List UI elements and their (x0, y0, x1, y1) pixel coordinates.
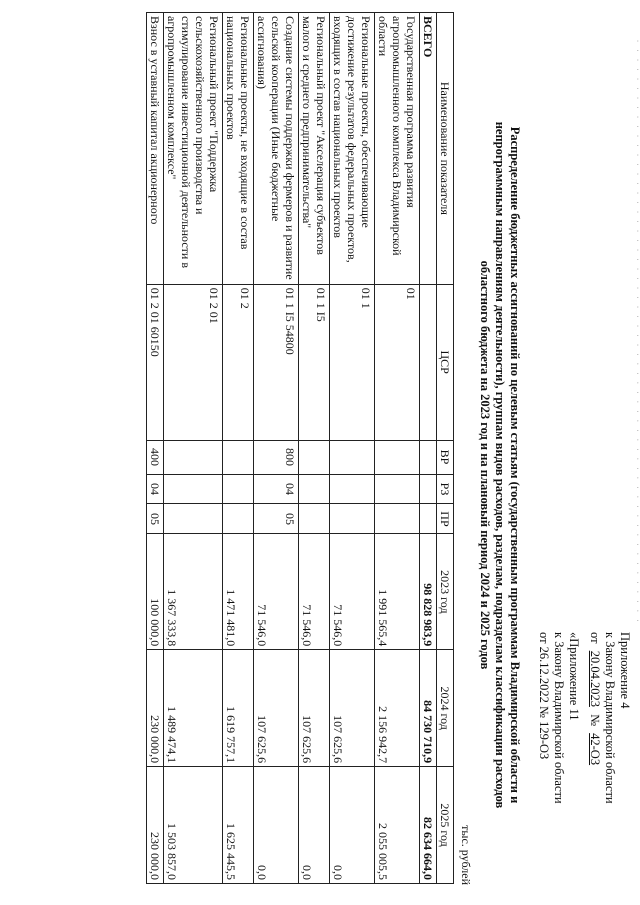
cell-csr (420, 284, 437, 440)
table-row (147, 13, 164, 884)
cell-2025: 2 055 005,5 (375, 767, 420, 884)
cell-name: ВСЕГО (420, 13, 437, 285)
units-label: тыс. рублей (459, 825, 473, 885)
header-vr: ВР (437, 440, 454, 474)
header-2023: 2023 год (437, 534, 454, 650)
cell-csr: 01 2 01 60150 (147, 284, 164, 440)
table-row (299, 13, 330, 884)
cell-2025: 0,0 (299, 767, 330, 884)
cell-name: Региональные проекты, обеспечивающие достижение результатов федеральных проектов, входящих в состав национальных проектов (330, 13, 375, 285)
cell-vr (223, 440, 254, 474)
table-row (330, 13, 375, 884)
cell-pr: 05 (254, 504, 299, 534)
table-header-row (437, 13, 454, 884)
header-2024: 2024 год (437, 650, 454, 767)
cell-pr (375, 504, 420, 534)
header-2025: 2025 год (437, 767, 454, 884)
cell-vr: 400 (147, 440, 164, 474)
cell-2024: 230 000,0 (147, 650, 164, 767)
cell-rz (330, 474, 375, 504)
cell-vr: 800 (254, 440, 299, 474)
perforation-stamp: · · · · · · · · · · · · · · · · · · · · · · · · · · · · · · · · · · · · · · · · · · · · · · · · · · · · · · · · · · · · · · (634, 40, 640, 625)
cell-vr (330, 440, 375, 474)
cell-2024: 1 619 757,1 (223, 650, 254, 767)
cell-pr (420, 504, 437, 534)
cell-2023: 100 000,0 (147, 534, 164, 650)
prev-appendix-law: к Закону Владимирской области (552, 632, 566, 804)
cell-rz: 04 (254, 474, 299, 504)
cell-2023: 1 471 481,0 (223, 534, 254, 650)
cell-pr: 05 (147, 504, 164, 534)
table-row (223, 13, 254, 884)
cell-2023: 71 546,0 (254, 534, 299, 650)
heading-line-2: непрограммным направлениям деятельности), группам видов расходов, разделам, подразделам классификации расходов (493, 121, 507, 809)
cell-2024: 1 489 474,1 (164, 650, 223, 767)
cell-2025: 230 000,0 (147, 767, 164, 884)
cell-csr: 01 1 I5 54800 (254, 284, 299, 440)
cell-pr (330, 504, 375, 534)
cell-vr (164, 440, 223, 474)
cell-pr (164, 504, 223, 534)
cell-2023: 98 828 983,9 (420, 534, 437, 650)
cell-pr (299, 504, 330, 534)
cell-vr (420, 440, 437, 474)
cell-2023: 1 991 565,4 (375, 534, 420, 650)
appendix-number-prefix: № (588, 714, 602, 726)
cell-pr (223, 504, 254, 534)
appendix-date-prefix: от (588, 632, 602, 644)
cell-2023: 71 546,0 (330, 534, 375, 650)
prev-appendix-date: от 26.12.2022 № 129-ОЗ (537, 632, 551, 760)
table-row (420, 13, 437, 884)
cell-csr: 01 (375, 284, 420, 440)
cell-rz: 04 (147, 474, 164, 504)
cell-csr: 01 1 (330, 284, 375, 440)
appendix-date: 20.04.2023 (588, 650, 602, 707)
cell-rz (164, 474, 223, 504)
cell-2025: 0,0 (254, 767, 299, 884)
budget-table (146, 12, 454, 884)
cell-vr (375, 440, 420, 474)
heading-line-1: Распределение бюджетных ассигнований по целевым статьям (государственным программам Владимирской области и (508, 126, 522, 804)
cell-2025: 1 625 445,5 (223, 767, 254, 884)
cell-2023: 1 367 333,8 (164, 534, 223, 650)
appendix-date-line (587, 632, 602, 902)
cell-2024: 107 625,6 (299, 650, 330, 767)
cell-name: Региональный проект "Акселерация субъектов малого и среднего предпринимательства" (299, 13, 330, 285)
cell-2024: 2 156 942,7 (375, 650, 420, 767)
cell-name: Региональный проект "Поддержка сельскохозяйственного производства и стимулирование инвестиционной деятельности в агропромышленном комплексе" (164, 13, 223, 285)
cell-2024: 84 730 710,9 (420, 650, 437, 767)
cell-2025: 82 634 664,0 (420, 767, 437, 884)
cell-2023: 71 546,0 (299, 534, 330, 650)
cell-csr: 01 2 (223, 284, 254, 440)
table-row (164, 13, 223, 884)
cell-2025: 0,0 (330, 767, 375, 884)
cell-2024: 107 625,6 (330, 650, 375, 767)
heading-line-3: областного бюджета на 2023 год и на плановый период 2024 и 2025 годов (478, 260, 492, 670)
header-pr: ПР (437, 504, 454, 534)
cell-csr: 01 2 01 (164, 284, 223, 440)
header-name: Наименование показателя (437, 13, 454, 285)
cell-rz (375, 474, 420, 504)
prev-appendix-title: «Приложение 11 (567, 632, 581, 721)
header-csr: ЦСР (437, 284, 454, 440)
cell-name: Создание системы поддержки фермеров и развитие сельской кооперации (Иные бюджетные ассигнования) (254, 13, 299, 285)
cell-vr (299, 440, 330, 474)
cell-rz (299, 474, 330, 504)
document-heading (477, 60, 522, 870)
cell-name: Взнос в уставный капитал акционерного (147, 13, 164, 285)
header-rz: РЗ (437, 474, 454, 504)
cell-2024: 107 625,6 (254, 650, 299, 767)
cell-rz (420, 474, 437, 504)
table-row (254, 13, 299, 884)
cell-name: Государственная программа развития агропромышленного комплекса Владимирской области (375, 13, 420, 285)
cell-2025: 1 503 857,0 (164, 767, 223, 884)
cell-name: Региональные проекты, не входящие в состав национальных проектов (223, 13, 254, 285)
cell-csr: 01 1 I5 (299, 284, 330, 440)
appendix-title: Приложение 4 (618, 632, 632, 709)
appendix-number: 42-ОЗ (588, 733, 602, 766)
appendix-law: к Закону Владимирской области (603, 632, 617, 804)
table-row (375, 13, 420, 884)
cell-rz (223, 474, 254, 504)
appendix-block (536, 632, 632, 902)
